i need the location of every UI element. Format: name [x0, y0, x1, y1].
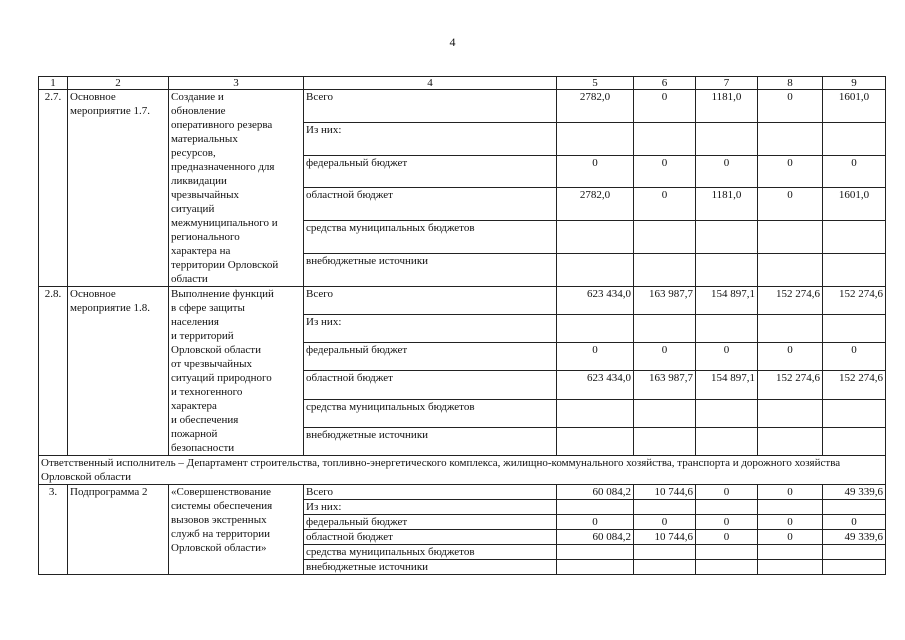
value-cell: [696, 221, 758, 254]
value-cell: 0: [758, 155, 823, 188]
funding-label: областной бюджет: [304, 530, 557, 545]
value-cell: [823, 221, 886, 254]
table-row: [39, 485, 886, 500]
value-cell: [557, 254, 634, 287]
value-cell: [823, 254, 886, 287]
value-cell: [634, 399, 696, 427]
value-cell: 10 744,6: [634, 530, 696, 545]
funding-label: Всего: [304, 90, 557, 123]
header-cell: 8: [758, 77, 823, 90]
value-cell: [696, 427, 758, 455]
value-cell: 1601,0: [823, 188, 886, 221]
value-cell: 152 274,6: [758, 371, 823, 399]
value-cell: 0: [823, 343, 886, 371]
funding-label: федеральный бюджет: [304, 155, 557, 188]
value-cell: [823, 122, 886, 155]
value-cell: [634, 545, 696, 560]
value-cell: [823, 545, 886, 560]
value-cell: [634, 254, 696, 287]
value-cell: 163 987,7: [634, 371, 696, 399]
value-cell: [557, 122, 634, 155]
value-cell: [696, 315, 758, 343]
value-cell: 152 274,6: [758, 287, 823, 315]
funding-label: Из них:: [304, 315, 557, 343]
value-cell: [758, 315, 823, 343]
funding-label: Из них:: [304, 122, 557, 155]
value-cell: [696, 399, 758, 427]
value-cell: 10 744,6: [634, 485, 696, 500]
value-cell: [758, 427, 823, 455]
value-cell: 0: [758, 343, 823, 371]
value-cell: 1181,0: [696, 90, 758, 123]
value-cell: [823, 427, 886, 455]
value-cell: 0: [696, 530, 758, 545]
value-cell: 0: [758, 515, 823, 530]
value-cell: [634, 500, 696, 515]
funding-label: федеральный бюджет: [304, 515, 557, 530]
row-code: 2.8.: [39, 287, 68, 456]
budget-table: [38, 76, 886, 575]
value-cell: [823, 315, 886, 343]
value-cell: 0: [758, 90, 823, 123]
value-cell: [557, 315, 634, 343]
value-cell: 0: [634, 155, 696, 188]
value-cell: [634, 427, 696, 455]
value-cell: 623 434,0: [557, 371, 634, 399]
value-cell: [634, 122, 696, 155]
row-name: Основное мероприятие 1.7.: [68, 90, 169, 287]
value-cell: [557, 399, 634, 427]
row-code: 3.: [39, 485, 68, 575]
value-cell: 49 339,6: [823, 530, 886, 545]
funding-label: средства муниципальных бюджетов: [304, 221, 557, 254]
value-cell: 1181,0: [696, 188, 758, 221]
value-cell: 623 434,0: [557, 287, 634, 315]
row-description: Создание и обновление оперативного резерва материальных ресурсов, предназначенного для ликвидации чрезвычайных ситуаций межмуниципального и регионального характера на территории Орловской области: [169, 90, 304, 287]
header-cell: 6: [634, 77, 696, 90]
value-cell: [557, 560, 634, 575]
value-cell: [758, 122, 823, 155]
value-cell: 0: [758, 485, 823, 500]
value-cell: [696, 122, 758, 155]
funding-label: федеральный бюджет: [304, 343, 557, 371]
value-cell: 2782,0: [557, 90, 634, 123]
value-cell: [823, 560, 886, 575]
value-cell: [557, 500, 634, 515]
value-cell: 0: [634, 188, 696, 221]
executor-row: [39, 456, 886, 485]
funding-label: Из них:: [304, 500, 557, 515]
responsible-executor: Ответственный исполнитель – Департамент строительства, топливно-энергетического комплекса, жилищно-коммунального хозяйства, транспорта и дорожного хозяйства Орловской области: [39, 456, 886, 485]
value-cell: 0: [758, 188, 823, 221]
value-cell: 0: [557, 155, 634, 188]
funding-label: средства муниципальных бюджетов: [304, 545, 557, 560]
header-cell: 1: [39, 77, 68, 90]
value-cell: [823, 500, 886, 515]
value-cell: [557, 221, 634, 254]
value-cell: [758, 399, 823, 427]
row-description: «Совершенствование системы обеспечения вызовов экстренных служб на территории Орловской области»: [169, 485, 304, 575]
funding-label: внебюджетные источники: [304, 560, 557, 575]
value-cell: [758, 560, 823, 575]
value-cell: [823, 399, 886, 427]
funding-label: внебюджетные источники: [304, 427, 557, 455]
header-cell: 4: [304, 77, 557, 90]
funding-label: внебюджетные источники: [304, 254, 557, 287]
value-cell: [696, 254, 758, 287]
value-cell: 163 987,7: [634, 287, 696, 315]
row-description: Выполнение функций в сфере защиты населения и территорий Орловской области от чрезвычайных ситуаций природного и техногенного характера и обеспечения пожарной безопасности: [169, 287, 304, 456]
value-cell: [696, 500, 758, 515]
value-cell: 49 339,6: [823, 485, 886, 500]
value-cell: [634, 315, 696, 343]
funding-label: областной бюджет: [304, 371, 557, 399]
value-cell: [758, 500, 823, 515]
value-cell: 60 084,2: [557, 485, 634, 500]
row-name: Подпрограмма 2: [68, 485, 169, 575]
value-cell: 0: [634, 515, 696, 530]
header-cell: 3: [169, 77, 304, 90]
header-cell: 9: [823, 77, 886, 90]
value-cell: [696, 545, 758, 560]
funding-label: Всего: [304, 485, 557, 500]
value-cell: 0: [634, 90, 696, 123]
value-cell: 154 897,1: [696, 371, 758, 399]
table-row: [39, 90, 886, 123]
header-row: [39, 77, 886, 90]
value-cell: 2782,0: [557, 188, 634, 221]
value-cell: 0: [634, 343, 696, 371]
value-cell: 0: [557, 343, 634, 371]
value-cell: [634, 221, 696, 254]
value-cell: [557, 545, 634, 560]
value-cell: 0: [823, 515, 886, 530]
value-cell: [634, 560, 696, 575]
value-cell: 154 897,1: [696, 287, 758, 315]
page-number: 4: [449, 35, 456, 49]
value-cell: 0: [696, 515, 758, 530]
value-cell: 0: [696, 343, 758, 371]
value-cell: 0: [696, 485, 758, 500]
value-cell: 1601,0: [823, 90, 886, 123]
funding-label: областной бюджет: [304, 188, 557, 221]
value-cell: [758, 221, 823, 254]
row-code: 2.7.: [39, 90, 68, 287]
value-cell: 60 084,2: [557, 530, 634, 545]
value-cell: [758, 545, 823, 560]
funding-label: Всего: [304, 287, 557, 315]
header-cell: 5: [557, 77, 634, 90]
header-cell: 2: [68, 77, 169, 90]
table-body: [39, 77, 886, 575]
value-cell: 152 274,6: [823, 287, 886, 315]
value-cell: [557, 427, 634, 455]
funding-label: средства муниципальных бюджетов: [304, 399, 557, 427]
value-cell: 152 274,6: [823, 371, 886, 399]
value-cell: [758, 254, 823, 287]
value-cell: 0: [557, 515, 634, 530]
header-cell: 7: [696, 77, 758, 90]
value-cell: 0: [823, 155, 886, 188]
row-name: Основное мероприятие 1.8.: [68, 287, 169, 456]
value-cell: 0: [758, 530, 823, 545]
value-cell: [696, 560, 758, 575]
value-cell: 0: [696, 155, 758, 188]
table-row: [39, 287, 886, 315]
